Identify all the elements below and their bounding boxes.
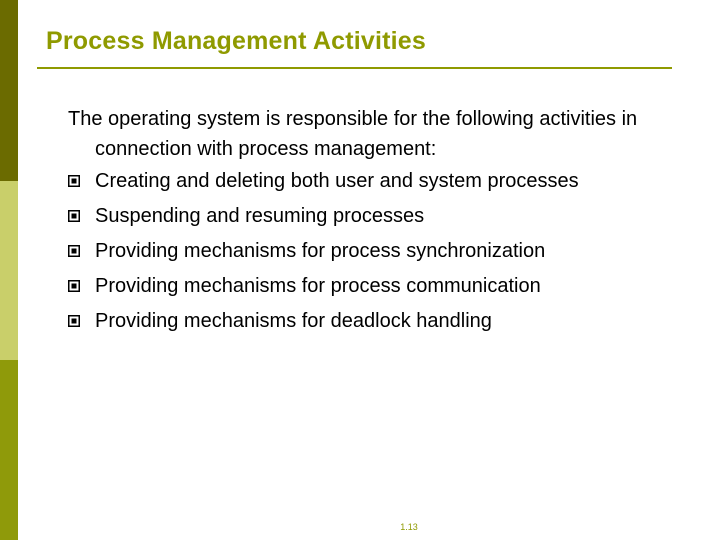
bullet-text: Providing mechanisms for process communication xyxy=(95,275,541,297)
title-underline xyxy=(37,67,672,69)
square-bullet-icon xyxy=(68,245,80,257)
intro-paragraph: The operating system is responsible for the following activities in connection with process management: xyxy=(68,108,638,160)
bullet-text: Providing mechanisms for process synchronization xyxy=(95,240,546,262)
list-item xyxy=(68,306,688,336)
square-bullet-icon xyxy=(68,175,80,187)
sidebar-bar-top xyxy=(0,0,18,181)
bullet-text: Providing mechanisms for deadlock handling xyxy=(95,310,492,332)
list-item xyxy=(68,236,688,266)
list-item xyxy=(68,166,688,196)
square-bullet-icon xyxy=(68,280,80,292)
square-bullet-icon xyxy=(68,315,80,327)
bullet-list xyxy=(68,166,688,336)
square-bullet-icon xyxy=(68,210,80,222)
page-number: 1.13 xyxy=(400,522,418,532)
bullet-text: Suspending and resuming processes xyxy=(95,205,425,227)
slide-title: Process Management Activities xyxy=(46,27,427,55)
list-item xyxy=(68,201,688,231)
bullet-text: Creating and deleting both user and system processes xyxy=(95,170,579,192)
list-item xyxy=(68,271,688,301)
sidebar-bar-bottom xyxy=(0,360,18,540)
slide-body xyxy=(68,104,688,336)
sidebar-bar-middle xyxy=(0,181,18,360)
